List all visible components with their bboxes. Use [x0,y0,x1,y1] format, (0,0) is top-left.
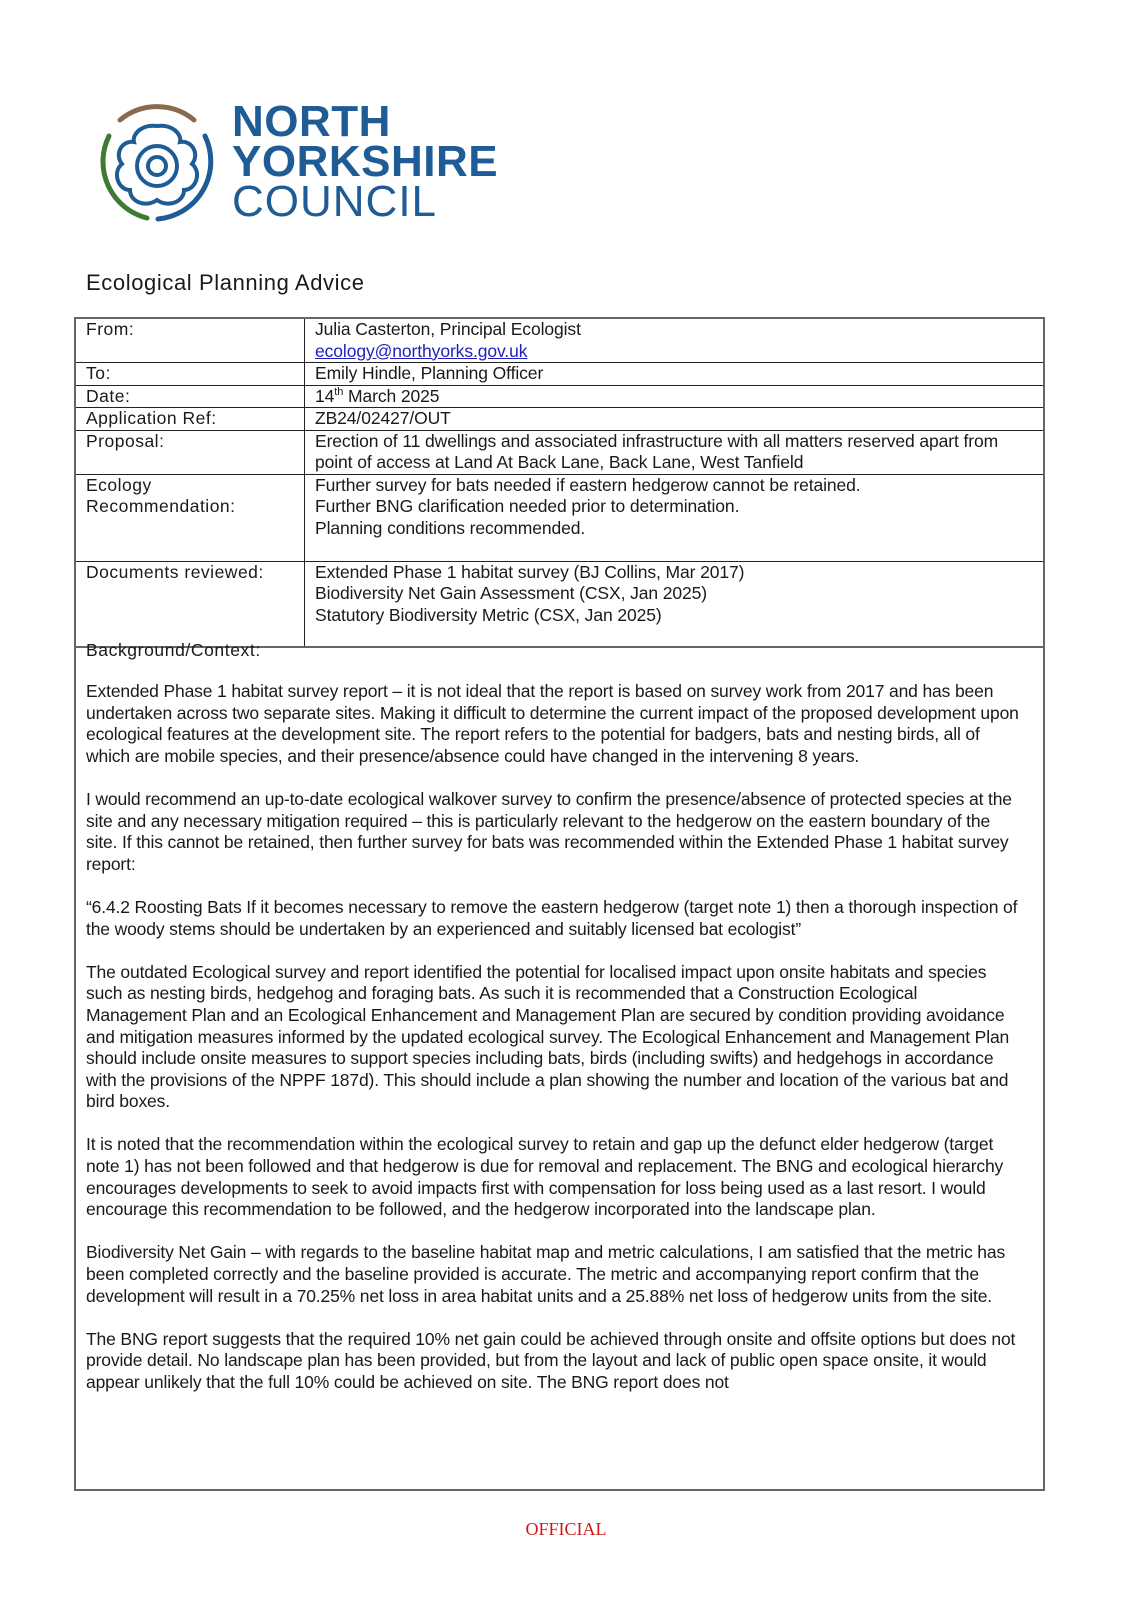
date-month-year: March 2025 [343,385,440,406]
documents-label: Documents reviewed: [75,561,305,647]
recommendation-label-line-1: Ecology [86,474,152,495]
to-value: Emily Hindle, Planning Officer [305,363,1045,386]
proposal-label: Proposal: [75,430,305,474]
from-value [305,318,1045,363]
date-label: Date: [75,385,305,408]
row-date [75,385,1044,408]
row-proposal [75,430,1044,474]
row-documents [75,561,1044,647]
recommendation-item: Further survey for bats needed if eastern hedgerow cannot be retained. [315,474,861,495]
application-ref-value: ZB24/02427/OUT [305,408,1045,431]
row-recommendation [75,474,1044,561]
date-day: 14 [315,385,335,406]
paragraph: Extended Phase 1 habitat survey report – it is not ideal that the report is based on survey work from 2017 and has been undertaken across two separate sites. Making it difficult to determine the current impact of the proposed development upon ecological features at the development site. The report refers to the potential for badgers, bats and nesting birds, all of which are mobile species, and their presence/absence could have changed in the intervening 8 years. [86,681,1019,766]
background-paragraphs [86,681,1021,1415]
paragraph: I would recommend an up-to-date ecological walkover survey to confirm the presence/absence of protected species at the site and any necessary mitigation required – this is particularly relevant to the hedgerow on the eastern boundary of the site. If this cannot be retained, then further survey for bats was recommended within the Extended Phase 1 habitat survey report: [86,788,1012,874]
proposal-value: Erection of 11 dwellings and associated infrastructure with all matters reserved apart from point of access at Land At Back Lane, Back Lane, West Tanfield [305,430,1045,474]
date-suffix: th [334,385,344,398]
background-context-section [74,638,1045,1491]
document-item: Biodiversity Net Gain Assessment (CSX, Jan 2025) [315,583,708,603]
classification-footer: OFFICIAL [525,1519,607,1539]
email-link[interactable]: ecology@northyorks.gov.uk [315,340,528,361]
row-application-ref [75,408,1044,431]
paragraph: Biodiversity Net Gain – with regards to the baseline habitat map and metric calculations, I am satisfied that the metric has been completed correctly and the baseline provided is accurate. The metric and accompanying report confirm that the development will result in a 70.25% net loss in area habitat units and a 25.88% net loss of hedgerow units from the site. [86,1242,1006,1306]
row-from [75,318,1044,363]
documents-list [305,561,1045,647]
document-title: Ecological Planning Advice [86,270,365,295]
application-ref-label: Application Ref: [75,408,305,431]
from-label: From: [75,318,305,363]
advice-details-table [74,317,1045,648]
logo-line-yorkshire: YORKSHIRE [232,137,499,186]
date-value [305,385,1045,408]
background-context-heading: Background/Context: [86,640,261,660]
council-logo [92,96,499,231]
recommendation-label-line-2: Recommendation: [86,496,236,516]
logo-line-council: COUNCIL [232,177,438,226]
recommendation-list [305,474,1045,561]
to-label: To: [75,363,305,386]
from-name: Julia Casterton, Principal Ecologist [315,319,581,339]
logo-wordmark [232,97,499,226]
yorkshire-rose-icon [92,96,222,226]
document-item: Extended Phase 1 habitat survey (BJ Collins, Mar 2017) [315,561,745,582]
recommendation-item: Further BNG clarification needed prior to determination. [315,496,740,516]
recommendation-label [75,474,305,561]
quote-paragraph: “6.4.2 Roosting Bats If it becomes necessary to remove the eastern hedgerow (target note 1) then a thorough inspection of the woody stems should be undertaken by an experienced and suitably licensed bat ecologist” [86,896,1018,939]
paragraph: The BNG report suggests that the required 10% net gain could be achieved through onsite and offsite options but does not provide detail. No landscape plan has been provided, but from the layout and lack of public open space onsite, it would appear unlikely that the full 10% could be achieved on site. The BNG report does not [86,1328,1016,1392]
recommendation-item: Planning conditions recommended. [315,517,586,538]
paragraph: The outdated Ecological survey and report identified the potential for localised impact upon onsite habitats and species such as nesting birds, hedgehog and foraging bats. As such it is recommended that a Construction Ecological Management Plan and an Ecological Enhancement and Management Plan are secured by condition providing avoidance and mitigation measures informed by the updated ecological survey. The Ecological Enhancement and Management Plan should include onsite measures to support species including bats, birds (including swifts) and hedgehogs in accordance with the provisions of the NPPF 187d). This should include a plan showing the number and location of the various bat and bird boxes. [86,961,1010,1112]
document-item: Statutory Biodiversity Metric (CSX, Jan 2025) [315,604,662,625]
logo-line-north: NORTH [232,97,391,146]
paragraph: It is noted that the recommendation within the ecological survey to retain and gap up the defunct elder hedgerow (target note 1) has not been followed and that hedgerow is due for removal and replacement. The BNG and ecological hierarchy encourages developments to seek to avoid impacts first with compensation for loss being used as a last resort. I would encourage this recommendation to be followed, and the hedgerow incorporated into the landscape plan. [86,1134,1004,1220]
row-to [75,363,1044,386]
